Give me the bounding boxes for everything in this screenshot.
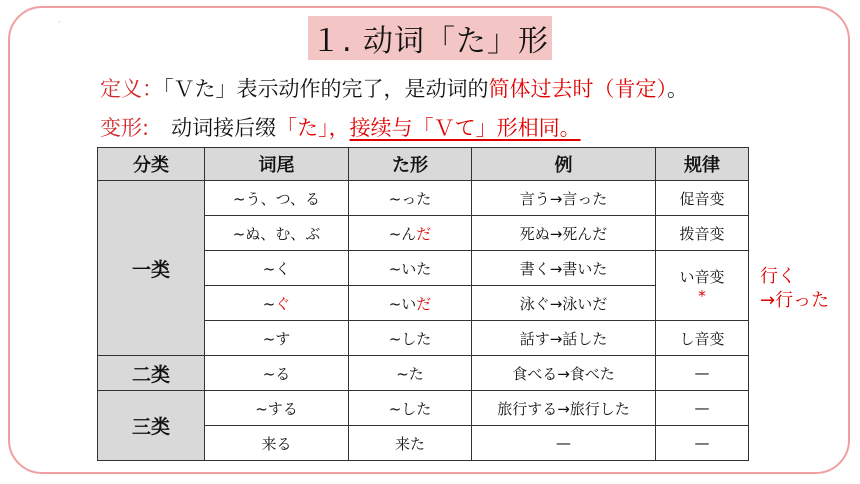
cell-example: 言う→言った <box>472 181 656 216</box>
cell-ta: ~んだ <box>349 216 472 251</box>
cell-example: 食べる→食べた <box>472 356 656 391</box>
cell-ending: ~う、つ、る <box>205 181 349 216</box>
cell-ta: ~った <box>349 181 472 216</box>
cell-example: 書く→書いた <box>472 251 656 286</box>
table-header-row <box>98 148 749 181</box>
cell-example: 旅行する→旅行した <box>472 391 656 426</box>
cell-example: 話す→話した <box>472 321 656 356</box>
cell-rule: — <box>656 356 749 391</box>
cell-ending: ~る <box>205 356 349 391</box>
header-rule: 规律 <box>656 148 749 181</box>
header-category: 分类 <box>98 148 205 181</box>
group-label-3: 三类 <box>98 391 205 461</box>
group-label-2: 二类 <box>98 356 205 391</box>
cell-rule: — <box>656 426 749 461</box>
cell-ta: ~した <box>349 321 472 356</box>
slide-title-text: １. 动词「た」形 <box>310 24 550 59</box>
cell-rule: し音变 <box>656 321 749 356</box>
transform-label: 变形: <box>100 116 150 140</box>
cell-ending: ~く <box>205 251 349 286</box>
cell-example: 死ぬ→死んだ <box>472 216 656 251</box>
definition-label: 定义： <box>100 77 163 101</box>
cell-ending: 来る <box>205 426 349 461</box>
slide-title <box>308 16 552 60</box>
definition-text: 「Ｖた」表示动作的完了，是动词的 <box>163 77 489 101</box>
rule-star: * <box>698 287 706 305</box>
cell-ta: ~いた <box>349 251 472 286</box>
header-ending: 词尾 <box>205 148 349 181</box>
cell-ending: ~す <box>205 321 349 356</box>
cell-rule: い音变 * <box>656 251 749 321</box>
table-row <box>98 356 749 391</box>
transform-comma: ， <box>328 116 350 140</box>
transform-ta: 「た」 <box>276 116 329 140</box>
cell-ending: ~する <box>205 391 349 426</box>
transform-underlined: 接续与「Ｖて」形相同。 <box>349 116 581 140</box>
cell-rule: 拨音变 <box>656 216 749 251</box>
conjugation-table <box>97 147 749 461</box>
side-note-line1: 行く <box>760 266 796 287</box>
cell-ending: ~ぬ、む、ぶ <box>205 216 349 251</box>
cell-ta: ~いだ <box>349 286 472 321</box>
cell-rule: 促音变 <box>656 181 749 216</box>
side-note-line2: →行った <box>760 290 830 311</box>
cell-ending: ~ぐ <box>205 286 349 321</box>
cell-example: — <box>472 426 656 461</box>
decor-dot: · <box>58 18 61 27</box>
side-note <box>760 265 829 313</box>
definition-line <box>100 73 688 103</box>
group-label-1: 一类 <box>98 181 205 356</box>
definition-highlight: 简体过去时（肯定） <box>488 77 667 101</box>
cell-ta: 来た <box>349 426 472 461</box>
cell-ta: ~した <box>349 391 472 426</box>
table-row <box>98 391 749 426</box>
header-ta-form: た形 <box>349 148 472 181</box>
header-example: 例 <box>472 148 656 181</box>
definition-end: 。 <box>667 77 688 101</box>
transform-line <box>100 112 581 142</box>
transform-text: 动词接后缀 <box>171 116 277 140</box>
table-row <box>98 181 749 216</box>
cell-ta: ~た <box>349 356 472 391</box>
cell-example: 泳ぐ→泳いだ <box>472 286 656 321</box>
cell-rule: — <box>656 391 749 426</box>
